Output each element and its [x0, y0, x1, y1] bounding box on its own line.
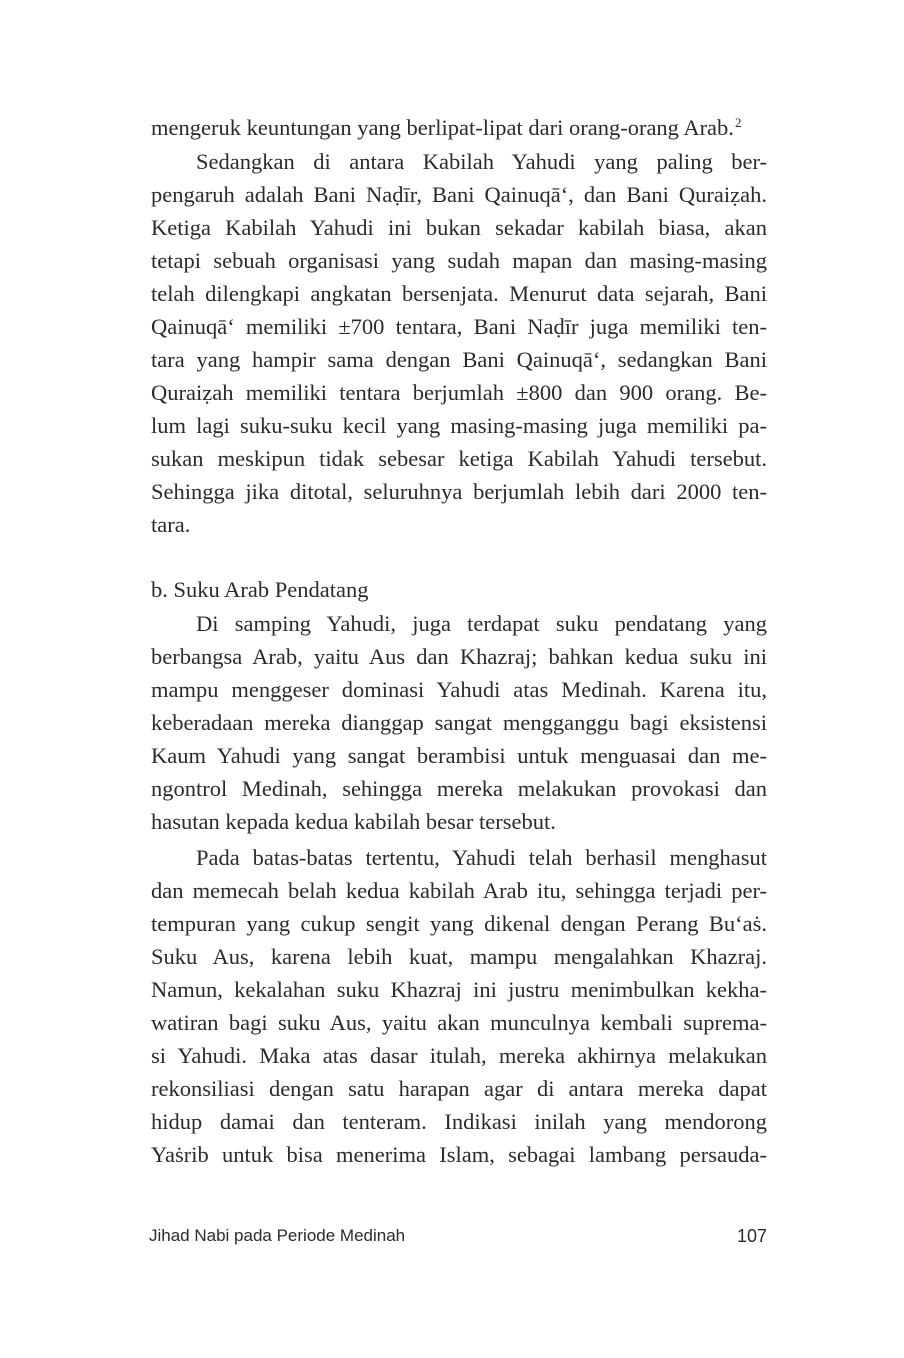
- paragraph-line: tara.: [151, 512, 191, 537]
- running-title: Jihad Nabi pada Periode Medinah: [149, 1226, 406, 1245]
- paragraph-line: telah dilengkapi angkatan bersenjata. Menurut data sejarah, Bani: [151, 281, 767, 306]
- paragraph-line: lum lagi suku-suku kecil yang masing-masing juga memiliki pa-: [151, 413, 767, 438]
- footnote-marker[interactable]: 2: [734, 114, 742, 130]
- paragraph-line: Pada batas-batas tertentu, Yahudi telah berhasil menghasut: [196, 845, 767, 870]
- paragraph-line: [151, 113, 767, 143]
- paragraph-line: Namun, kekalahan suku Khazraj ini justru menimbulkan kekha-: [151, 977, 767, 1002]
- paragraph-line: Yaṡrib untuk bisa menerima Islam, sebagai lambang persauda-: [151, 1142, 767, 1167]
- line-text: mengeruk keuntungan yang berlipat-lipat dari orang-orang Arab.: [151, 115, 734, 140]
- paragraph-line: si Yahudi. Maka atas dasar itulah, mereka akhirnya melakukan: [151, 1043, 767, 1068]
- paragraph-line: ngontrol Medinah, sehingga mereka melakukan provokasi dan: [151, 776, 767, 801]
- paragraph-line: Sedangkan di antara Kabilah Yahudi yang paling ber-: [196, 149, 767, 174]
- paragraph-line: Di samping Yahudi, juga terdapat suku pendatang yang: [196, 611, 767, 636]
- paragraph-line: dan memecah belah kedua kabilah Arab itu, sehingga terjadi per-: [151, 878, 767, 903]
- paragraph-line: tara yang hampir sama dengan Bani Qainuqā‘, sedangkan Bani: [151, 347, 767, 372]
- paragraph-line: Quraiẓah memiliki tentara berjumlah ±800 dan 900 orang. Be-: [151, 380, 767, 405]
- paragraph-line: Sehingga jika ditotal, seluruhnya berjumlah lebih dari 2000 ten-: [151, 479, 767, 504]
- paragraph-line: hidup damai dan tenteram. Indikasi inilah yang mendorong: [151, 1109, 767, 1134]
- paragraph-line: sukan meskipun tidak sebesar ketiga Kabilah Yahudi tersebut.: [151, 446, 767, 471]
- paragraph-line: watiran bagi suku Aus, yaitu akan munculnya kembali suprema-: [151, 1010, 767, 1035]
- paragraph-line: Suku Aus, karena lebih kuat, mampu mengalahkan Khazraj.: [151, 944, 767, 969]
- paragraph-line: mampu menggeser dominasi Yahudi atas Medinah. Karena itu,: [151, 677, 767, 702]
- paragraph-line: Kaum Yahudi yang sangat berambisi untuk menguasai dan me-: [151, 743, 767, 768]
- paragraph-line: hasutan kepada kedua kabilah besar tersebut.: [151, 809, 556, 834]
- paragraph-line: Ketiga Kabilah Yahudi ini bukan sekadar kabilah biasa, akan: [151, 215, 767, 240]
- paragraph-line: rekonsiliasi dengan satu harapan agar di antara mereka dapat: [151, 1076, 767, 1101]
- paragraph-line: Qainuqā‘ memiliki ±700 tentara, Bani Naḍīr juga memiliki ten-: [151, 314, 767, 339]
- section-heading: b. Suku Arab Pendatang: [151, 577, 369, 602]
- paragraph-line: pengaruh adalah Bani Naḍīr, Bani Qainuqā‘, dan Bani Quraiẓah.: [151, 182, 767, 207]
- page-number: 107: [736, 1226, 767, 1246]
- paragraph-line: keberadaan mereka dianggap sangat mengganggu bagi eksistensi: [151, 710, 767, 735]
- paragraph-line: tetapi sebuah organisasi yang sudah mapan dan masing-masing: [151, 248, 767, 273]
- paragraph-line: berbangsa Arab, yaitu Aus dan Khazraj; bahkan kedua suku ini: [151, 644, 767, 669]
- paragraph-line: tempuran yang cukup sengit yang dikenal dengan Perang Bu‘aṡ.: [151, 911, 767, 936]
